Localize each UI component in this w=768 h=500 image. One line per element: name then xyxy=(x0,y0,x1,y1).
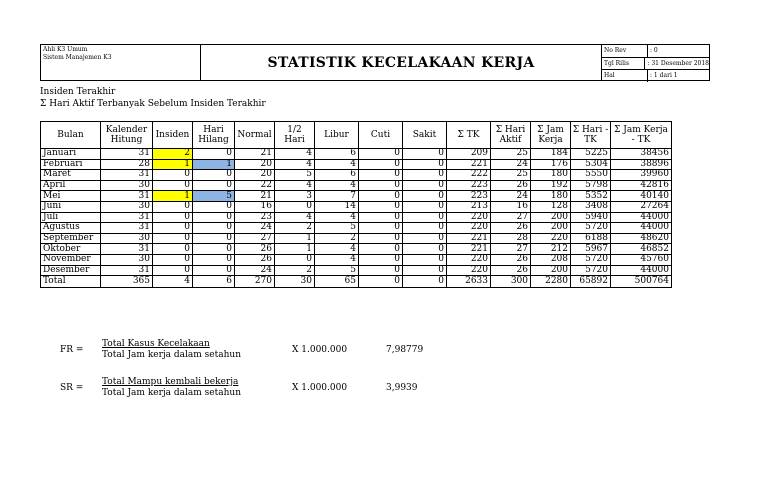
value-cell: 0 xyxy=(153,180,193,191)
value-cell: 5 xyxy=(315,223,359,234)
formula-denominator: Total Jam kerja dalam setahun xyxy=(102,350,241,360)
value-cell: 5225 xyxy=(571,149,611,160)
value-cell: 0 xyxy=(403,265,447,276)
value-cell: 2 xyxy=(315,233,359,244)
value-cell: 0 xyxy=(193,254,235,265)
value-cell: 1 xyxy=(153,191,193,202)
value-cell: 0 xyxy=(403,201,447,212)
value-cell: 0 xyxy=(275,201,315,212)
value-cell: 223 xyxy=(447,180,491,191)
value-cell: 0 xyxy=(359,191,403,202)
total-value: 500764 xyxy=(611,276,672,288)
column-header: Σ Hari Aktif xyxy=(491,122,531,149)
value-cell: 0 xyxy=(403,180,447,191)
value-cell: 0 xyxy=(193,223,235,234)
value-cell: 16 xyxy=(491,201,531,212)
value-cell: 6188 xyxy=(571,233,611,244)
value-cell: 20 xyxy=(235,159,275,170)
column-header: Insiden xyxy=(153,122,193,149)
value-cell: 0 xyxy=(403,244,447,255)
value-cell: 213 xyxy=(447,201,491,212)
value-cell: 0 xyxy=(193,244,235,255)
value-cell: 14 xyxy=(315,201,359,212)
value-cell: 48620 xyxy=(611,233,672,244)
column-header: Σ Jam Kerja - TK xyxy=(611,122,672,149)
table-row xyxy=(41,233,672,244)
value-cell: 0 xyxy=(403,233,447,244)
total-value: 65892 xyxy=(571,276,611,288)
meta-value: : 1 dari 1 xyxy=(650,72,678,80)
value-cell: 27 xyxy=(235,233,275,244)
value-cell: 31 xyxy=(101,223,153,234)
month-cell: Juni xyxy=(41,201,101,212)
value-cell: 23 xyxy=(235,212,275,223)
value-cell: 0 xyxy=(359,180,403,191)
formula-result: 3,9939 xyxy=(386,383,418,393)
value-cell: 200 xyxy=(531,212,571,223)
value-cell: 30 xyxy=(101,233,153,244)
value-cell: 26 xyxy=(491,254,531,265)
value-cell: 24 xyxy=(235,223,275,234)
value-cell: 2 xyxy=(153,149,193,160)
value-cell: 0 xyxy=(153,244,193,255)
table-row xyxy=(41,191,672,202)
value-cell: 31 xyxy=(101,170,153,181)
value-cell: 4 xyxy=(315,180,359,191)
total-value: 0 xyxy=(359,276,403,288)
value-cell: 28 xyxy=(101,159,153,170)
value-cell: 0 xyxy=(153,223,193,234)
document-header xyxy=(40,44,710,81)
value-cell: 2 xyxy=(275,265,315,276)
table-row xyxy=(41,212,672,223)
value-cell: 0 xyxy=(403,159,447,170)
meta-label: Tgl Rilis xyxy=(602,58,645,70)
value-cell: 0 xyxy=(403,149,447,160)
value-cell: 31 xyxy=(101,149,153,160)
value-cell: 220 xyxy=(447,265,491,276)
value-cell: 27264 xyxy=(611,201,672,212)
value-cell: 31 xyxy=(101,265,153,276)
value-cell: 46852 xyxy=(611,244,672,255)
value-cell: 28 xyxy=(491,233,531,244)
org-line-1: Ahli K3 Umum xyxy=(43,46,88,53)
table-header-row xyxy=(41,122,672,149)
formula-multiplier: X 1.000.000 xyxy=(292,345,348,355)
value-cell: 5720 xyxy=(571,254,611,265)
value-cell: 0 xyxy=(359,149,403,160)
value-cell: 5720 xyxy=(571,265,611,276)
value-cell: 44000 xyxy=(611,212,672,223)
value-cell: 0 xyxy=(193,180,235,191)
value-cell: 30 xyxy=(101,201,153,212)
value-cell: 26 xyxy=(491,223,531,234)
value-cell: 0 xyxy=(359,254,403,265)
value-cell: 5352 xyxy=(571,191,611,202)
total-row xyxy=(41,276,672,288)
month-cell: Januari xyxy=(41,149,101,160)
value-cell: 0 xyxy=(275,254,315,265)
value-cell: 0 xyxy=(153,265,193,276)
value-cell: 0 xyxy=(153,212,193,223)
total-value: 2633 xyxy=(447,276,491,288)
total-value: 270 xyxy=(235,276,275,288)
value-cell: 0 xyxy=(153,201,193,212)
value-cell: 200 xyxy=(531,223,571,234)
value-cell: 0 xyxy=(403,212,447,223)
value-cell: 0 xyxy=(403,254,447,265)
value-cell: 4 xyxy=(275,180,315,191)
value-cell: 21 xyxy=(235,149,275,160)
most-active-days-label: Σ Hari Aktif Terbanyak Sebelum Insiden Terakhir xyxy=(40,99,266,109)
value-cell: 0 xyxy=(403,170,447,181)
column-header: Σ TK xyxy=(447,122,491,149)
value-cell: 31 xyxy=(101,244,153,255)
value-cell: 20 xyxy=(235,170,275,181)
formula-multiplier: X 1.000.000 xyxy=(292,383,348,393)
value-cell: 26 xyxy=(491,265,531,276)
column-header: Normal xyxy=(235,122,275,149)
formula-denominator: Total Jam kerja dalam setahun xyxy=(102,388,241,398)
value-cell: 0 xyxy=(193,149,235,160)
value-cell: 128 xyxy=(531,201,571,212)
value-cell: 0 xyxy=(359,170,403,181)
value-cell: 1 xyxy=(193,159,235,170)
value-cell: 5798 xyxy=(571,180,611,191)
value-cell: 42816 xyxy=(611,180,672,191)
table-row xyxy=(41,265,672,276)
value-cell: 180 xyxy=(531,191,571,202)
last-incident-label: Insiden Terakhir xyxy=(40,87,116,97)
total-value: 300 xyxy=(491,276,531,288)
value-cell: 38896 xyxy=(611,159,672,170)
value-cell: 44000 xyxy=(611,223,672,234)
value-cell: 0 xyxy=(193,201,235,212)
value-cell: 221 xyxy=(447,244,491,255)
value-cell: 0 xyxy=(153,254,193,265)
value-cell: 220 xyxy=(531,233,571,244)
column-header: Σ Hari - TK xyxy=(571,122,611,149)
total-label: Total xyxy=(41,276,101,288)
column-header: Sakit xyxy=(403,122,447,149)
value-cell: 5304 xyxy=(571,159,611,170)
value-cell: 1 xyxy=(153,159,193,170)
meta-row-date xyxy=(602,57,709,70)
value-cell: 2 xyxy=(275,223,315,234)
value-cell: 22 xyxy=(235,180,275,191)
value-cell: 220 xyxy=(447,254,491,265)
value-cell: 0 xyxy=(359,223,403,234)
value-cell: 25 xyxy=(491,170,531,181)
value-cell: 4 xyxy=(315,159,359,170)
column-header: 1/2 Hari xyxy=(275,122,315,149)
value-cell: 26 xyxy=(235,254,275,265)
value-cell: 44000 xyxy=(611,265,672,276)
value-cell: 208 xyxy=(531,254,571,265)
value-cell: 16 xyxy=(235,201,275,212)
value-cell: 0 xyxy=(359,159,403,170)
value-cell: 24 xyxy=(235,265,275,276)
value-cell: 1 xyxy=(275,233,315,244)
value-cell: 6 xyxy=(315,149,359,160)
value-cell: 38456 xyxy=(611,149,672,160)
meta-label: Hal xyxy=(602,70,648,82)
document-meta xyxy=(601,45,709,80)
formula-numerator: Total Kasus Kecelakaan xyxy=(102,339,210,349)
value-cell: 0 xyxy=(153,170,193,181)
value-cell: 5720 xyxy=(571,223,611,234)
value-cell: 212 xyxy=(531,244,571,255)
value-cell: 0 xyxy=(359,201,403,212)
column-header: Hari Hilang xyxy=(193,122,235,149)
value-cell: 30 xyxy=(101,254,153,265)
value-cell: 45760 xyxy=(611,254,672,265)
value-cell: 0 xyxy=(359,265,403,276)
table-row xyxy=(41,244,672,255)
month-cell: Maret xyxy=(41,170,101,181)
month-cell: Desember xyxy=(41,265,101,276)
table-row xyxy=(41,170,672,181)
value-cell: 24 xyxy=(491,159,531,170)
meta-value: : 0 xyxy=(650,47,658,54)
value-cell: 4 xyxy=(275,149,315,160)
value-cell: 180 xyxy=(531,170,571,181)
value-cell: 4 xyxy=(275,212,315,223)
value-cell: 200 xyxy=(531,265,571,276)
value-cell: 39960 xyxy=(611,170,672,181)
table-row xyxy=(41,180,672,191)
value-cell: 31 xyxy=(101,212,153,223)
org-line-2: Sistem Manajemen K3 xyxy=(43,54,112,61)
value-cell: 40140 xyxy=(611,191,672,202)
month-cell: September xyxy=(41,233,101,244)
value-cell: 192 xyxy=(531,180,571,191)
value-cell: 0 xyxy=(193,265,235,276)
value-cell: 0 xyxy=(359,244,403,255)
value-cell: 5940 xyxy=(571,212,611,223)
value-cell: 0 xyxy=(359,233,403,244)
value-cell: 223 xyxy=(447,191,491,202)
month-cell: Februari xyxy=(41,159,101,170)
value-cell: 176 xyxy=(531,159,571,170)
meta-value: : 31 Desember 2018 xyxy=(647,59,709,67)
month-cell: Juli xyxy=(41,212,101,223)
value-cell: 5550 xyxy=(571,170,611,181)
column-header: Kalender Hitung xyxy=(101,122,153,149)
value-cell: 221 xyxy=(447,159,491,170)
formula-label: SR = xyxy=(60,383,84,393)
column-header: Cuti xyxy=(359,122,403,149)
table-row xyxy=(41,254,672,265)
table-row xyxy=(41,223,672,234)
document-title: STATISTIK KECELAKAAN KERJA xyxy=(267,54,535,71)
value-cell: 5967 xyxy=(571,244,611,255)
value-cell: 1 xyxy=(275,244,315,255)
month-cell: November xyxy=(41,254,101,265)
month-cell: April xyxy=(41,180,101,191)
value-cell: 6 xyxy=(315,170,359,181)
value-cell: 5 xyxy=(193,191,235,202)
value-cell: 0 xyxy=(403,223,447,234)
column-header: Bulan xyxy=(41,122,101,149)
table-row xyxy=(41,201,672,212)
meta-label: No Rev xyxy=(602,45,648,57)
value-cell: 27 xyxy=(491,212,531,223)
value-cell: 5 xyxy=(315,265,359,276)
value-cell: 30 xyxy=(101,180,153,191)
total-value: 0 xyxy=(403,276,447,288)
value-cell: 26 xyxy=(491,180,531,191)
value-cell: 4 xyxy=(275,159,315,170)
value-cell: 220 xyxy=(447,223,491,234)
value-cell: 220 xyxy=(447,212,491,223)
formula-numerator: Total Mampu kembali bekerja xyxy=(102,377,239,387)
value-cell: 21 xyxy=(235,191,275,202)
value-cell: 27 xyxy=(491,244,531,255)
value-cell: 24 xyxy=(491,191,531,202)
total-value: 365 xyxy=(101,276,153,288)
value-cell: 0 xyxy=(359,212,403,223)
value-cell: 221 xyxy=(447,233,491,244)
table-row xyxy=(41,149,672,160)
total-value: 2280 xyxy=(531,276,571,288)
table-row xyxy=(41,159,672,170)
meta-row-page xyxy=(602,69,709,82)
value-cell: 3408 xyxy=(571,201,611,212)
value-cell: 5 xyxy=(275,170,315,181)
value-cell: 25 xyxy=(491,149,531,160)
value-cell: 0 xyxy=(403,191,447,202)
value-cell: 0 xyxy=(193,233,235,244)
total-value: 65 xyxy=(315,276,359,288)
value-cell: 26 xyxy=(235,244,275,255)
meta-row-rev xyxy=(602,45,709,57)
value-cell: 4 xyxy=(315,254,359,265)
column-header: Libur xyxy=(315,122,359,149)
month-cell: Agustus xyxy=(41,223,101,234)
column-header: Σ Jam Kerja xyxy=(531,122,571,149)
total-value: 30 xyxy=(275,276,315,288)
value-cell: 209 xyxy=(447,149,491,160)
formula-result: 7,98779 xyxy=(386,345,424,355)
value-cell: 0 xyxy=(193,170,235,181)
value-cell: 184 xyxy=(531,149,571,160)
total-value: 4 xyxy=(153,276,193,288)
value-cell: 0 xyxy=(153,233,193,244)
value-cell: 222 xyxy=(447,170,491,181)
value-cell: 3 xyxy=(275,191,315,202)
month-cell: Mei xyxy=(41,191,101,202)
formula-label: FR = xyxy=(60,345,84,355)
value-cell: 7 xyxy=(315,191,359,202)
month-cell: Oktober xyxy=(41,244,101,255)
value-cell: 4 xyxy=(315,212,359,223)
value-cell: 0 xyxy=(193,212,235,223)
value-cell: 31 xyxy=(101,191,153,202)
value-cell: 4 xyxy=(315,244,359,255)
organization-block xyxy=(41,45,201,80)
accident-statistics-table xyxy=(40,121,672,288)
total-value: 6 xyxy=(193,276,235,288)
